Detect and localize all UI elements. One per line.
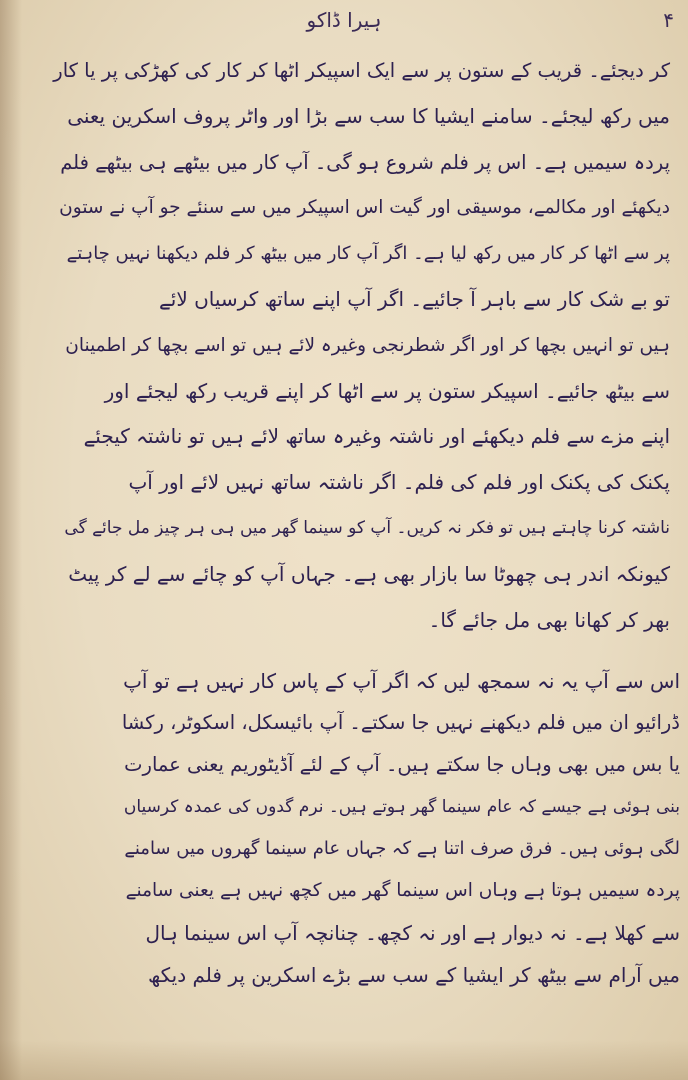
text-line: کر دیجئے۔ قریب کے ستون پر سے ایک اسپیکر اٹھا کر کار کی کھڑکی پر یا کار (53, 59, 670, 82)
text-line: ڈرائیو ان میں فلم دیکھنے نہیں جا سکتے۔ آپ بائیسکل، اسکوٹر، رکشا (121, 711, 680, 734)
running-title: ہیرا ڈاکو (306, 8, 382, 32)
text-line: ہیں تو انہیں بچھا کر اور اگر شطرنجی وغیرہ لائے ہیں تو اسے بچھا کر اطمینان (65, 334, 670, 356)
page-header (0, 4, 688, 38)
text-line: پر سے اٹھا کر کار میں رکھ لیا ہے۔ اگر آپ کار میں بیٹھ کر فلم دیکھنا نہیں چاہتے (66, 243, 670, 265)
text-line: کیونکہ اندر ہی چھوٹا سا بازار بھی ہے۔ جہاں آپ کو چائے سے لے کر پیٹ (68, 561, 670, 586)
text-line: سے کھلا ہے۔ نہ دیوار ہے اور نہ کچھ۔ چنانچہ آپ اس سینما ہال (145, 921, 680, 945)
text-line: بھر کر کھانا بھی مل جائے گا۔ (428, 607, 670, 632)
text-line: دیکھئے اور مکالمے، موسیقی اور گیت اس اسپیکر میں سے سنئے جو آپ نے ستون (59, 197, 670, 219)
text-line: پکنک کی پکنک اور فلم کی فلم۔ اگر ناشتہ ساتھ نہیں لائے اور آپ (128, 470, 670, 495)
text-line: بنی ہوئی ہے جیسے کہ عام سینما گھر ہوتے ہیں۔ نرم گدوں کی عمدہ کرسیاں (123, 797, 680, 817)
text-line: اپنے مزے سے فلم دیکھئے اور ناشتہ وغیرہ ساتھ لائے ہیں تو ناشتہ کیجئے (83, 424, 670, 449)
text-line: لگی ہوئی ہیں۔ فرق صرف اتنا ہے کہ جہاں عام سینما گھروں میں سامنے (124, 838, 680, 859)
paragraph-1 (52, 48, 670, 643)
text-line: ناشتہ کرنا چاہتے ہیں تو فکر نہ کریں۔ آپ کو سینما گھر میں ہی ہر چیز مل جائے گی (64, 517, 670, 538)
text-line: میں آرام سے بیٹھ کر ایشیا کے سب سے بڑے اسکرین پر فلم دیکھ (147, 963, 680, 987)
paragraph-2 (118, 660, 680, 996)
text-line: تو بے شک کار سے باہر آ جائیے۔ اگر آپ اپنے ساتھ کرسیاں لائے (159, 286, 670, 311)
text-line: اس سے آپ یہ نہ سمجھ لیں کہ اگر آپ کے پاس کار نہیں ہے تو آپ (123, 669, 680, 693)
text-line: سے بیٹھ جائیے۔ اسپیکر ستون پر سے اٹھا کر اپنے قریب رکھ لیجئے اور (104, 378, 670, 403)
text-line: پردہ سیمیں ہے۔ اس پر فلم شروع ہو گی۔ آپ کار میں بیٹھے ہی بیٹھے فلم (60, 150, 670, 174)
text-line: میں رکھ لیجئے۔ سامنے ایشیا کا سب سے بڑا اور واٹر پروف اسکرین یعنی (67, 103, 670, 128)
text-line: پردہ سیمیں ہوتا ہے وہاں اس سینما گھر میں کچھ نہیں ہے یعنی سامنے (125, 880, 680, 901)
text-line: یا بس میں بھی وہاں جا سکتے ہیں۔ آپ کے لئے آڈیٹوریم یعنی عمارت (124, 753, 680, 776)
page-number: ۴ (663, 8, 674, 32)
